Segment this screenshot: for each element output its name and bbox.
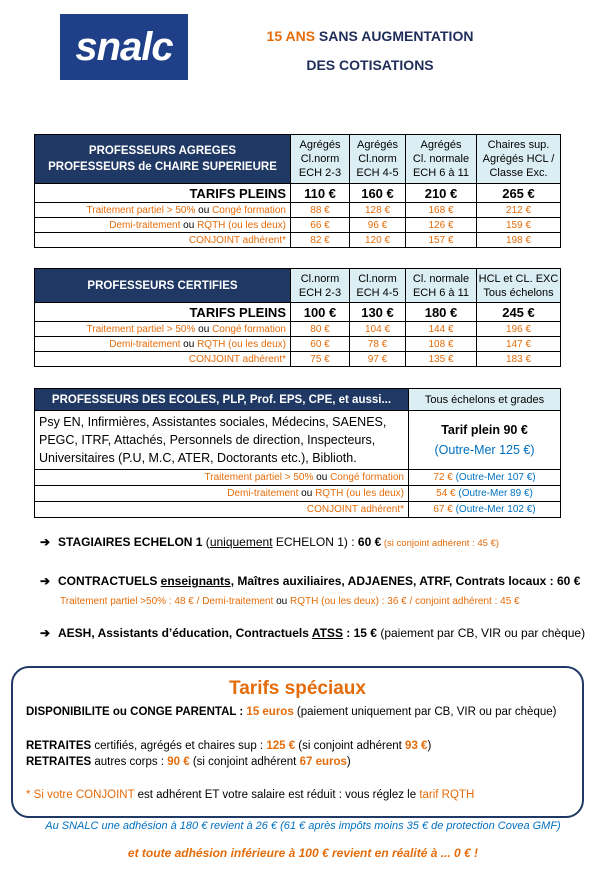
table-row-partial: Traitement partiel > 50% ou Congé formation 80 € 104 € 144 € 196 € bbox=[35, 322, 561, 337]
contractuels-details: Traitement partiel >50% : 48 € / Demi-traitement ou RQTH (ou les deux) : 36 € / conjoint adhérent : 45 € bbox=[60, 596, 520, 607]
table-ecoles bbox=[34, 388, 561, 518]
special-retraites-2: RETRAITES autres corps : 90 € (si conjoint adhérent 67 euros) bbox=[26, 756, 351, 768]
table-title: PROFESSEURS CERTIFIES bbox=[35, 269, 291, 303]
col-header: HCL et CL. EXC Tous échelons bbox=[477, 269, 561, 303]
table-title: PROFESSEURS AGREGES PROFESSEURS de CHAIRE SUPERIEURE bbox=[35, 135, 291, 184]
col-header: Cl.norm ECH 4-5 bbox=[350, 269, 406, 303]
bullet-aesh: ➔ AESH, Assistants d’éducation, Contractuels ATSS : 15 € (paiement par CB, VIR ou par chèque) bbox=[40, 626, 586, 640]
table-certifies bbox=[34, 268, 561, 367]
snalc-logo bbox=[60, 14, 188, 80]
table-header-row bbox=[35, 135, 561, 184]
table-row-partial: Traitement partiel > 50% ou Congé formation 72 € (Outre-Mer 107 €) bbox=[35, 470, 561, 486]
categories-description: Psy EN, Infirmières, Assistantes sociales, Médecins, SAENES, PEGC, ITRF, Attachés, Personnels de direction, Inspecteurs, Universitaires (P.U, M.C, ATER, Doctorants etc.), Biblioth. bbox=[35, 411, 409, 470]
footer-line2: et toute adhésion inférieure à 100 € revient en réalité à ... 0 € ! bbox=[127, 846, 479, 860]
table-row-half: Demi-traitement ou RQTH (ou les deux) 66 € 96 € 126 € 159 € bbox=[35, 218, 561, 233]
col-header: Cl. normale ECH 6 à 11 bbox=[406, 269, 477, 303]
special-tariffs-title: Tarifs spéciaux bbox=[229, 678, 366, 699]
special-note: * Si votre CONJOINT est adhérent ET votre salaire est réduit : vous réglez le tarif RQTH bbox=[26, 789, 475, 801]
headline-line2: DES COTISATIONS bbox=[306, 57, 434, 73]
page-headline bbox=[220, 22, 520, 80]
table-row-full: TARIFS PLEINS 110 € 160 € 210 € 265 € bbox=[35, 184, 561, 203]
footer-line1: Au SNALC une adhésion à 180 € revient à 26 € (61 € après impôts moins 35 € de protection Covea GMF) bbox=[45, 820, 561, 832]
table-title: PROFESSEURS DES ECOLES, PLP, Prof. EPS, CPE, et aussi... bbox=[35, 389, 409, 411]
col-header: Agrégés Cl.norm ECH 4-5 bbox=[350, 135, 406, 184]
table-row-half: Demi-traitement ou RQTH (ou les deux) 54 € (Outre-Mer 89 €) bbox=[35, 486, 561, 502]
col-header: Tous échelons et grades bbox=[409, 389, 561, 411]
col-header: Agrégés Cl. normale ECH 6 à 11 bbox=[406, 135, 477, 184]
special-dispo: DISPONIBILITE ou CONGE PARENTAL : 15 euros (paiement uniquement par CB, VIR ou par chèque) bbox=[26, 706, 557, 718]
table-row-half: Demi-traitement ou RQTH (ou les deux) 60 € 78 € 108 € 147 € bbox=[35, 337, 561, 352]
col-header: Agrégés Cl.norm ECH 2-3 bbox=[291, 135, 350, 184]
table-header-row bbox=[35, 269, 561, 303]
arrow-icon: ➔ bbox=[40, 535, 51, 549]
table-row-spouse: CONJOINT adhérent* 82 € 120 € 157 € 198 € bbox=[35, 233, 561, 248]
arrow-icon: ➔ bbox=[40, 574, 51, 588]
headline-line1: 15 ANS SANS AUGMENTATION bbox=[266, 28, 474, 44]
special-retraites-1: RETRAITES certifiés, agrégés et chaires sup : 125 € (si conjoint adhérent 93 €) bbox=[26, 740, 432, 752]
table-row-spouse: CONJOINT adhérent* 75 € 97 € 135 € 183 € bbox=[35, 352, 561, 367]
arrow-icon: ➔ bbox=[40, 626, 51, 640]
table-row-full: Psy EN, Infirmières, Assistantes sociales, Médecins, SAENES, PEGC, ITRF, Attachés, Personnels de direction, Inspecteurs, Universitaires (P.U, M.C, ATER, Doctorants etc.), Biblioth. Tarif plein 90 € (Outre-Mer 125 €) bbox=[35, 411, 561, 470]
bullet-contractuels: ➔ CONTRACTUELS enseignants, Maîtres auxiliaires, ADJAENES, ATRF, Contrats locaux : 60 € bbox=[40, 574, 581, 588]
logo-text: snalc bbox=[75, 24, 173, 69]
col-header: Chaires sup. Agrégés HCL / Classe Exc. bbox=[477, 135, 561, 184]
table-row-partial: Traitement partiel > 50% ou Congé formation 88 € 128 € 168 € 212 € bbox=[35, 203, 561, 218]
table-row-full: TARIFS PLEINS 100 € 130 € 180 € 245 € bbox=[35, 303, 561, 322]
bullet-stagiaires: ➔ STAGIAIRES ECHELON 1 (uniquement ECHELON 1) : 60 € (si conjoint adhérent : 45 €) bbox=[40, 535, 500, 549]
table-row-spouse: CONJOINT adhérent* 67 € (Outre-Mer 102 €) bbox=[35, 502, 561, 518]
table-agreges bbox=[34, 134, 561, 248]
table-header-row bbox=[35, 389, 561, 411]
col-header: Cl.norm ECH 2-3 bbox=[291, 269, 350, 303]
